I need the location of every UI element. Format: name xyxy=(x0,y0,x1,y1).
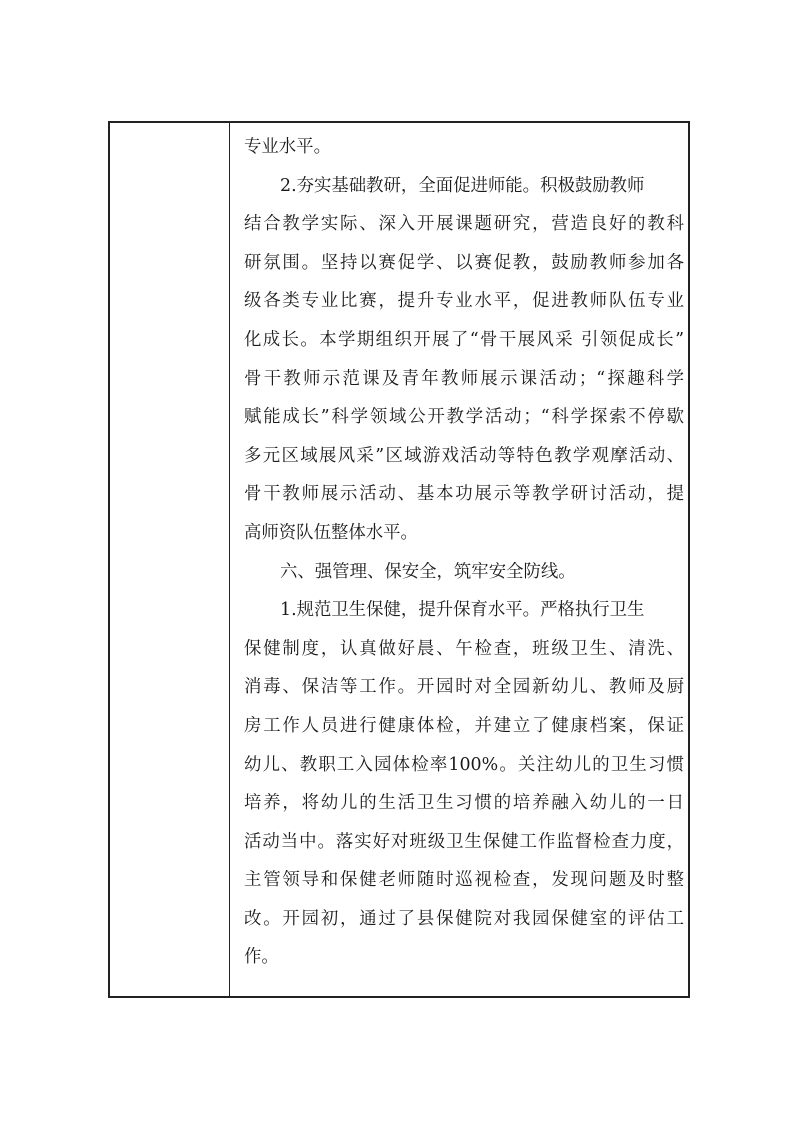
paragraph-first-line: 1.规范卫生保健，提升保育水平。严格执行卫生 xyxy=(280,600,645,621)
text-line: 幼儿、教职工入园体检率100%。关注幼儿的卫生习惯 xyxy=(244,754,684,775)
text-line: 活动当中。落实好对班级卫生保健工作监督检查力度， xyxy=(244,831,684,852)
text-line: 培养，将幼儿的生活卫生习惯的培养融入幼儿的一日 xyxy=(244,793,684,814)
text-line: 研氛围。坚持以赛促学、以赛促教，鼓励教师参加各 xyxy=(244,252,684,273)
text-line: 主管领导和保健老师随时巡视检查，发现问题及时整 xyxy=(244,870,684,891)
content-column-cell xyxy=(230,123,688,996)
text-line: 多元区域展风采”区域游戏活动等特色教学观摩活动、 xyxy=(244,445,684,466)
body-text xyxy=(244,128,684,977)
label-column-cell xyxy=(110,123,230,996)
section-heading: 六、强管理、保安全，筑牢安全防线。 xyxy=(280,561,576,582)
text-line: 专业水平。 xyxy=(244,137,331,157)
text-line: 骨干教师示范课及青年教师展示课活动；“探趣科学 xyxy=(244,368,684,389)
paragraph-first-line: 2.夯实基础教研，全面促进师能。积极鼓励教师 xyxy=(280,175,645,196)
text-line: 级各类专业比赛，提升专业水平，促进教师队伍专业 xyxy=(244,291,684,312)
text-line: 保健制度，认真做好晨、午检查，班级卫生、清洗、 xyxy=(244,638,684,659)
text-line: 消毒、保洁等工作。开园时对全园新幼儿、教师及厨 xyxy=(244,677,684,698)
text-line: 作。 xyxy=(244,947,279,968)
text-line: 改。开园初，通过了县保健院对我园保健室的评估工 xyxy=(244,908,684,929)
text-line: 高师资队伍整体水平。 xyxy=(244,522,418,543)
text-line: 赋能成长”科学领域公开教学活动；“科学探索不停歇 xyxy=(244,407,684,428)
form-table xyxy=(108,121,690,998)
text-line: 结合教学实际、深入开展课题研究，营造良好的教科 xyxy=(244,214,684,235)
text-line: 骨干教师展示活动、基本功展示等教学研讨活动，提 xyxy=(244,484,684,505)
text-line: 房工作人员进行健康体检，并建立了健康档案，保证 xyxy=(244,715,684,736)
text-line: 化成长。本学期组织开展了“骨干展风采 引领促成长” xyxy=(244,329,684,350)
